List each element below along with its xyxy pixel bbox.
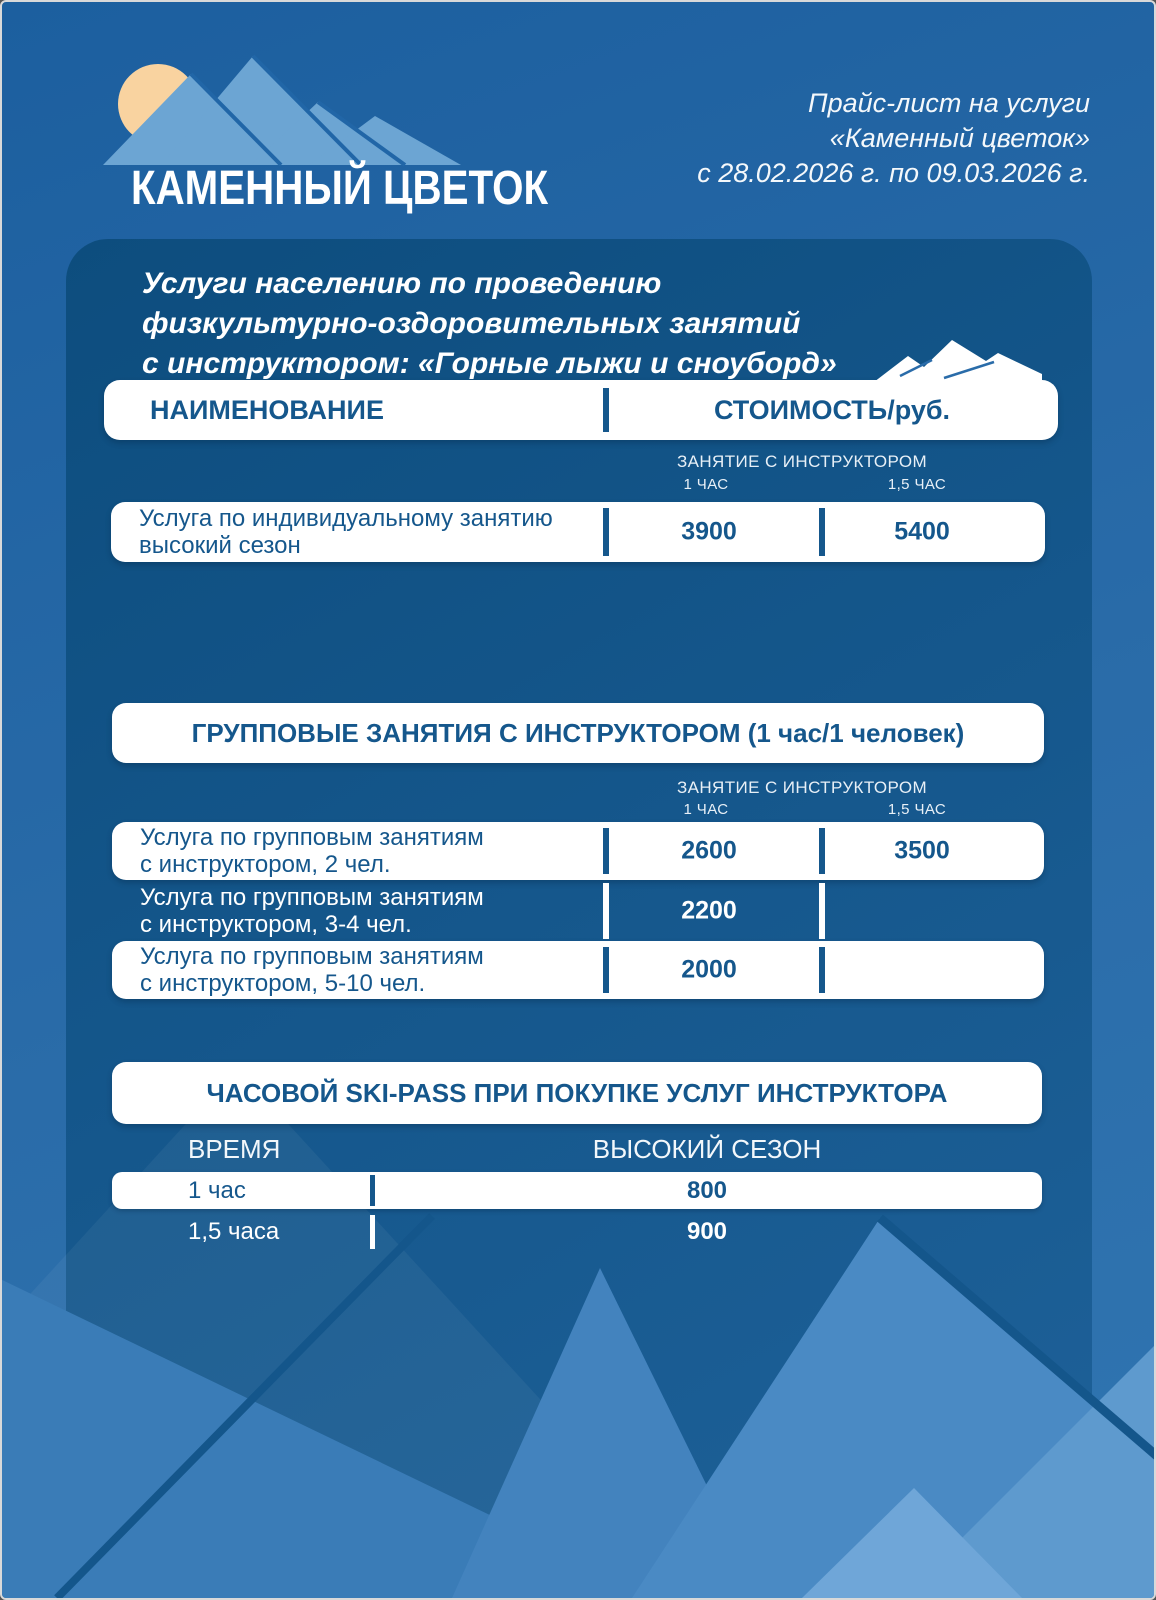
snow-mountain-icon [874, 336, 1042, 382]
instructor-lesson-label: ЗАНЯТИЕ С ИНСТРУКТОРОМ [676, 452, 928, 471]
service-name: Услуга по групповым занятиям с инструктором, 5-10 чел. [140, 943, 484, 997]
page-title [142, 264, 837, 384]
column-divider [603, 883, 609, 939]
column-divider [603, 828, 609, 874]
column-divider [819, 828, 825, 874]
skipass-table-title: ЧАСОВОЙ SKI-PASS ПРИ ПОКУПКЕ УСЛУГ ИНСТРУКТОРА [206, 1077, 948, 1108]
column-divider [819, 508, 825, 556]
price-15h: 3500 [894, 836, 950, 865]
table-row [112, 941, 1044, 999]
skipass-table-header [112, 1062, 1042, 1124]
page-title-line: Услуги населению по проведению [142, 267, 662, 300]
price-1h: 2000 [681, 955, 737, 984]
column-1-hour: 1 ЧАС [683, 476, 729, 493]
instructor-lesson-label: ЗАНЯТИЕ С ИНСТРУКТОРОМ [676, 778, 928, 797]
column-1-hour: 1 ЧАС [683, 801, 729, 818]
table-row [112, 1215, 1042, 1249]
group-table-header [112, 703, 1044, 763]
table-row [112, 822, 1044, 880]
column-header-name: НАИМЕНОВАНИЕ [150, 394, 384, 425]
note-line: «Каменный цветок» [829, 123, 1090, 153]
table-row [111, 502, 1045, 562]
column-header-price: СТОИМОСТЬ/руб. [713, 394, 951, 425]
note-line: с 28.02.2026 г. по 09.03.2026 г. [697, 158, 1090, 188]
service-name: Услуга по групповым занятиям с инструктором, 3-4 чел. [140, 884, 484, 938]
column-header-season: ВЫСОКИЙ СЕЗОН [592, 1134, 822, 1164]
time-value: 1,5 часа [188, 1218, 280, 1245]
column-header-time: ВРЕМЯ [188, 1134, 281, 1164]
page-title-line: физкультурно-оздоровительных занятий [142, 307, 801, 340]
logo-mountains-icon [102, 52, 464, 167]
column-divider [603, 508, 609, 556]
column-1-5-hour: 1,5 ЧАС [887, 476, 947, 493]
price-value: 900 [686, 1218, 728, 1245]
column-divider [370, 1215, 375, 1249]
price-list-note [697, 86, 1090, 191]
column-1-5-hour: 1,5 ЧАС [887, 801, 947, 818]
service-name: Услуга по индивидуальному занятию высокий сезон [139, 505, 553, 559]
price-1h: 3900 [681, 517, 737, 546]
table-row [112, 1172, 1042, 1209]
page-title-line: с инструктором: «Горные лыжи и сноуборд» [142, 347, 837, 380]
column-divider [819, 883, 825, 939]
column-divider [370, 1175, 375, 1206]
price-value: 800 [686, 1176, 728, 1204]
price-15h: 5400 [894, 517, 950, 546]
individual-table-header [104, 380, 1058, 440]
price-1h: 2600 [681, 836, 737, 865]
brand-name: КАМЕННЫЙ ЦВЕТОК [130, 162, 549, 215]
group-table-title: ГРУППОВЫЕ ЗАНЯТИЯ С ИНСТРУКТОРОМ (1 час/1 человек) [191, 717, 965, 748]
table-row [112, 883, 1044, 939]
column-divider [603, 947, 609, 993]
service-name: Услуга по групповым занятиям с инструктором, 2 чел. [140, 824, 484, 878]
logo [102, 52, 549, 215]
note-line: Прайс-лист на услуги [808, 88, 1090, 118]
column-divider [819, 947, 825, 993]
time-value: 1 час [188, 1176, 246, 1204]
price-1h: 2200 [681, 896, 737, 925]
